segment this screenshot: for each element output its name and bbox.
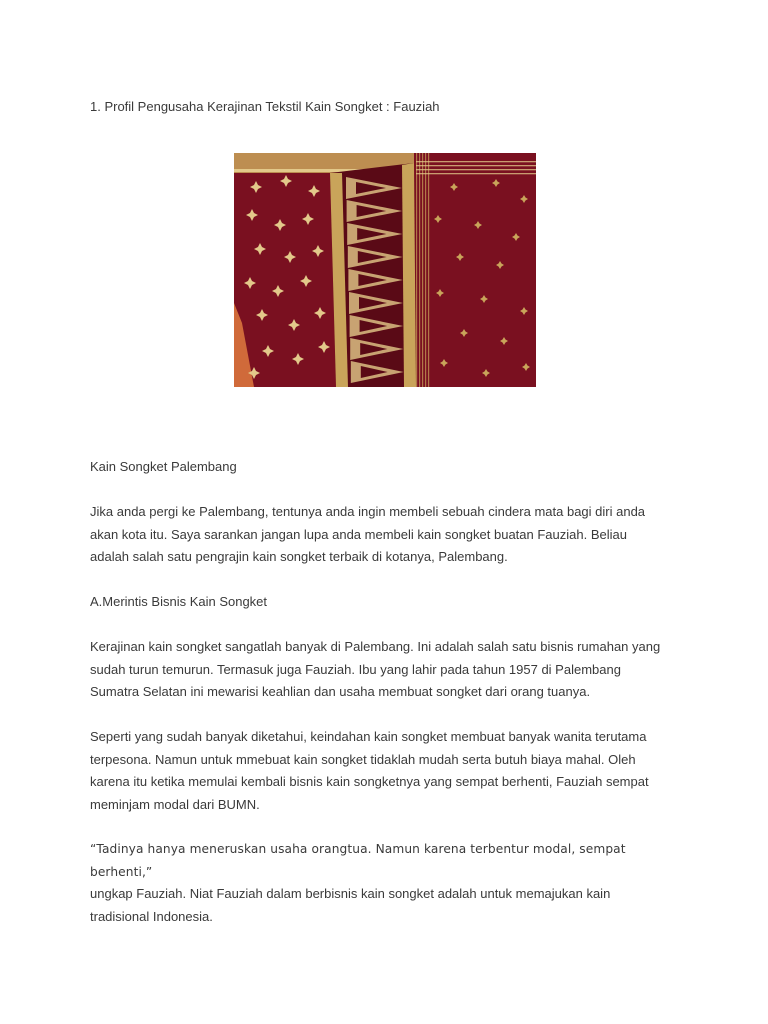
paragraph-line: meminjam modal dari BUMN. [90, 796, 260, 812]
vertical-stripe [419, 153, 420, 387]
songket-fabric-illustration [234, 153, 536, 387]
horizontal-stripe [416, 173, 536, 174]
horizontal-stripe [416, 161, 536, 162]
horizontal-stripe [416, 169, 536, 170]
paragraph-line: adalah salah satu pengrajin kain songket terbaik di kotanya, Palembang. [90, 549, 508, 565]
paragraph-line: ungkap Fauziah. Niat Fauziah dalam berbisnis kain songket adalah untuk memajukan kain [90, 886, 611, 902]
paragraph-2 [90, 636, 680, 704]
paragraph-line: terpesona. Namun untuk mmebuat kain songket tidaklah mudah serta butuh biaya mahal. Oleh [90, 751, 636, 767]
vertical-stripe [428, 153, 429, 387]
paragraph-line: Jika anda pergi ke Palembang, tentunya anda ingin membeli sebuah cindera mata bagi diri anda [90, 504, 646, 519]
vertical-stripe [422, 153, 423, 387]
section-title [90, 591, 680, 614]
right-fabric [416, 153, 536, 387]
paragraph-4 [90, 838, 680, 928]
paragraph-line: Kerajinan kain songket sangatlah banyak di Palembang. Ini adalah salah satu bisnis rumahan yang [90, 639, 661, 654]
paragraph-1 [90, 501, 680, 569]
vertical-stripe [416, 153, 417, 387]
subheading [90, 456, 680, 479]
paragraph-line: Seperti yang sudah banyak diketahui, keindahan kain songket membuat banyak wanita terutama [90, 729, 647, 744]
paragraph-line: akan kota itu. Saya sarankan jangan lupa anda membeli kain songket buatan Fauziah. Beliau [90, 526, 627, 542]
center-band-right-edge [402, 163, 416, 387]
paragraph-line: tradisional Indonesia. [90, 908, 213, 924]
subheading-text: Kain Songket Palembang [90, 459, 237, 474]
paragraph-line: Sumatra Selatan ini mewarisi keahlian dan usaha membuat songket dari orang tuanya. [90, 684, 591, 700]
paragraph-3 [90, 726, 680, 816]
section-title-text: A.Merintis Bisnis Kain Songket [90, 594, 268, 609]
horizontal-stripe [416, 165, 536, 166]
paragraph-line: sudah turun temurun. Termasuk juga Fauziah. Ibu yang lahir pada tahun 1957 di Palembang [90, 661, 621, 677]
paragraph-line: karena itu ketika memulai kembali bisnis kain songketnya yang sempat berhenti, Fauziah sempat [90, 774, 649, 790]
page-heading: 1. Profil Pengusaha Kerajinan Tekstil Kain Songket : Fauziah [90, 99, 440, 114]
vertical-stripe [425, 153, 426, 387]
songket-fabric-photo [234, 153, 536, 387]
quote-line: “Tadinya hanya meneruskan usaha orangtua. Namun karena terbentur modal, sempat berhenti,” [90, 842, 626, 879]
